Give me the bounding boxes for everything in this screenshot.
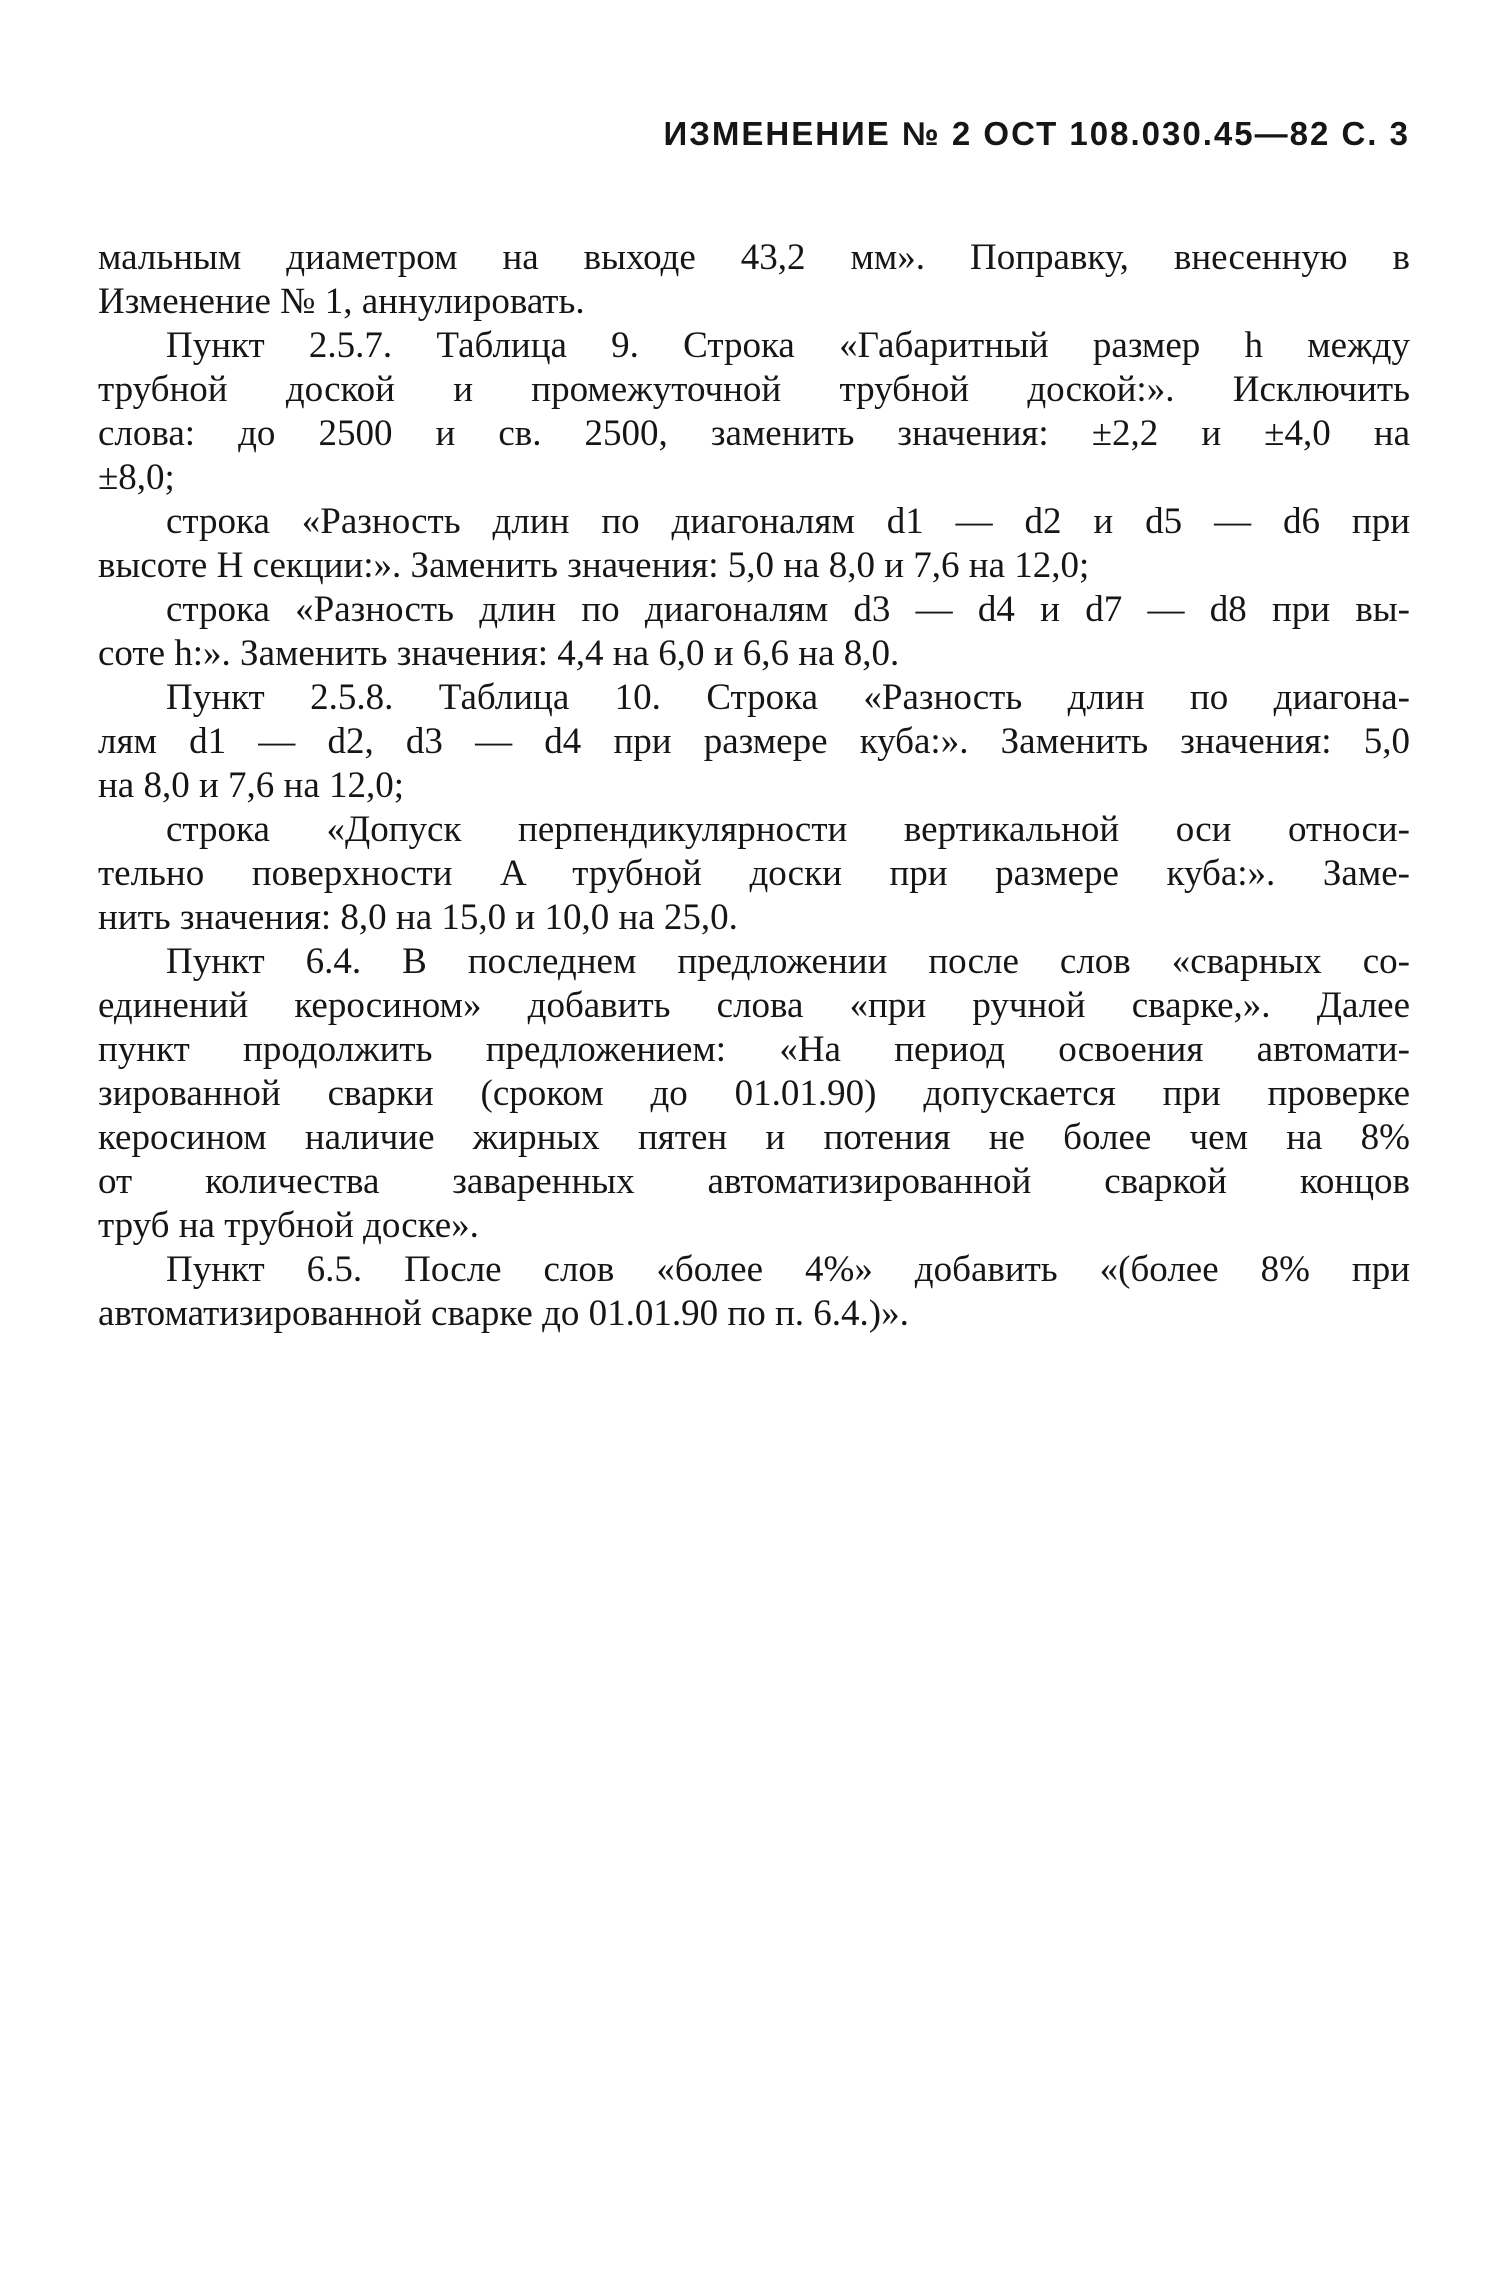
text-line: керосином наличие жирных пятен и потения не более чем на 8% (98, 1117, 1410, 1158)
text-line: строка «Разность длин по диагоналям d1 — d2 и d5 — d6 при (166, 501, 1410, 542)
text-line: высоте H секции:». Заменить значения: 5,0 на 8,0 и 7,6 на 12,0; (98, 545, 1090, 586)
text-line: на 8,0 и 7,6 на 12,0; (98, 765, 405, 806)
text-line: ±8,0; (98, 457, 175, 498)
text-line: строка «Разность длин по диагоналям d3 — d4 и d7 — d8 при вы- (166, 589, 1410, 630)
text-line: Пункт 2.5.7. Таблица 9. Строка «Габаритный размер h между (166, 325, 1410, 366)
text-line: Изменение № 1, аннулировать. (98, 281, 585, 322)
text-line: строка «Допуск перпендикулярности вертикальной оси относи- (166, 809, 1410, 850)
page-header: ИЗМЕНЕНИЕ № 2 ОСТ 108.030.45—82 С. 3 (663, 115, 1410, 152)
text-line: труб на трубной доске». (98, 1205, 479, 1246)
text-line: мальным диаметром на выходе 43,2 мм». Поправку, внесенную в (98, 237, 1410, 278)
text-line: нить значения: 8,0 на 15,0 и 10,0 на 25,0. (98, 897, 738, 938)
body-text (98, 236, 1410, 1336)
text-line: Пункт 6.4. В последнем предложении после слов «сварных со- (166, 941, 1410, 982)
text-line: лям d1 — d2, d3 — d4 при размере куба:». Заменить значения: 5,0 (98, 721, 1410, 762)
text-line: единений керосином» добавить слова «при ручной сварке,». Далее (98, 985, 1410, 1026)
text-line: трубной доской и промежуточной трубной доской:». Исключить (98, 369, 1410, 410)
text-line: слова: до 2500 и св. 2500, заменить значения: ±2,2 и ±4,0 на (98, 413, 1410, 454)
text-line: автоматизированной сварке до 01.01.90 по п. 6.4.)». (98, 1293, 909, 1334)
document-page (98, 112, 1410, 1336)
text-line: пункт продолжить предложением: «На период освоения автомати- (98, 1029, 1410, 1070)
text-line: Пункт 2.5.8. Таблица 10. Строка «Разность длин по диагона- (166, 677, 1410, 718)
text-line: тельно поверхности A трубной доски при размере куба:». Заме- (98, 853, 1410, 894)
text-line: от количества заваренных автоматизированной сваркой концов (98, 1161, 1410, 1202)
text-line: Пункт 6.5. После слов «более 4%» добавить «(более 8% при (166, 1249, 1410, 1290)
text-line: зированной сварки (сроком до 01.01.90) допускается при проверке (98, 1073, 1410, 1114)
text-line: соте h:». Заменить значения: 4,4 на 6,0 и 6,6 на 8,0. (98, 633, 900, 674)
